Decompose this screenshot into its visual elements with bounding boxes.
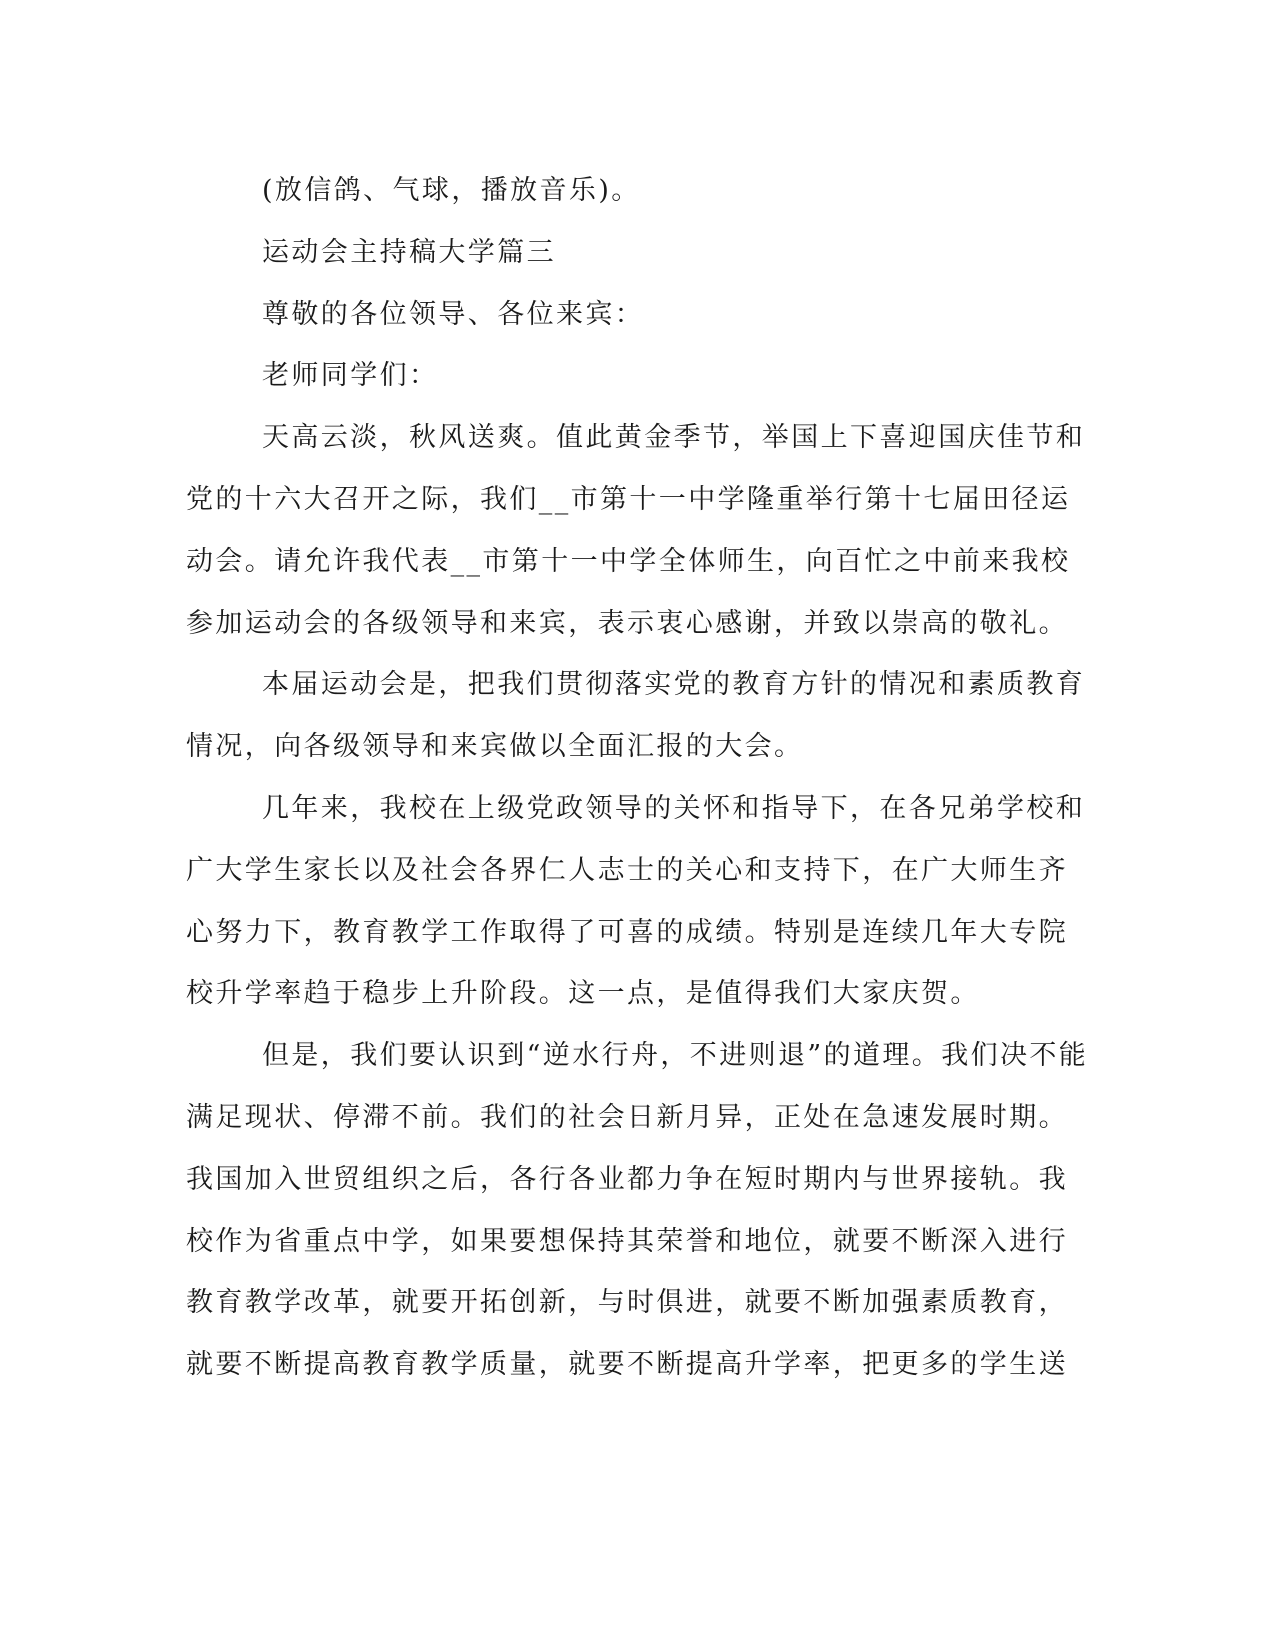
paragraph-3-line-4: 校升学率趋于稳步上升阶段。这一点，是值得我们大家庆贺。 (186, 978, 980, 1010)
paragraph-4-line-5: 教育教学改革，就要开拓创新，与时俱进，就要不断加强素质教育， (186, 1287, 1068, 1319)
paragraph-4-line-2: 满足现状、停滞不前。我们的社会日新月异，正处在急速发展时期。 (186, 1101, 1068, 1133)
paragraph-4-line-3: 我国加入世贸组织之后，各行各业都力争在短时期内与世界接轨。我 (186, 1163, 1068, 1195)
paragraph-3-line-1: 几年来，我校在上级党政领导的关怀和指导下，在各兄弟学校和 (262, 792, 1086, 824)
paragraph-1-line-4: 参加运动会的各级领导和来宾，表示衷心感谢，并致以崇高的敬礼。 (186, 607, 1068, 639)
paragraph-4-line-4: 校作为省重点中学，如果要想保持其荣誉和地位，就要不断深入进行 (186, 1225, 1068, 1257)
paragraph-4-line-6: 就要不断提高教育教学质量，就要不断提高升学率，把更多的学生送 (186, 1349, 1068, 1381)
paragraph-2-line-2: 情况，向各级领导和来宾做以全面汇报的大会。 (186, 731, 804, 763)
paragraph-1-line-1: 天高云淡，秋风送爽。值此黄金季节，举国上下喜迎国庆佳节和 (262, 422, 1086, 454)
text-line-stage-direction: (放信鸽、气球，播放音乐)。 (262, 175, 641, 206)
paragraph-1-line-2: 党的十六大召开之际，我们__市第十一中学隆重举行第十七届田径运 (186, 483, 1071, 515)
document-body (186, 160, 1089, 1396)
paragraph-2-line-1: 本届运动会是，把我们贯彻落实党的教育方针的情况和素质教育 (262, 669, 1086, 701)
salutation-teachers-students: 老师同学们： (262, 360, 439, 392)
paragraph-4-line-1: 但是，我们要认识到“逆水行舟，不进则退”的道理。我们决不能 (262, 1040, 1089, 1072)
salutation-guests: 尊敬的各位领导、各位来宾： (262, 298, 645, 330)
paragraph-1-line-3: 动会。请允许我代表__市第十一中学全体师生，向百忙之中前来我校 (186, 545, 1071, 577)
paragraph-3-line-3: 心努力下，教育教学工作取得了可喜的成绩。特别是连续几年大专院 (186, 916, 1068, 948)
section-title: 运动会主持稿大学篇三 (262, 236, 556, 268)
paragraph-3-line-2: 广大学生家长以及社会各界仁人志士的关心和支持下，在广大师生齐 (186, 854, 1068, 886)
